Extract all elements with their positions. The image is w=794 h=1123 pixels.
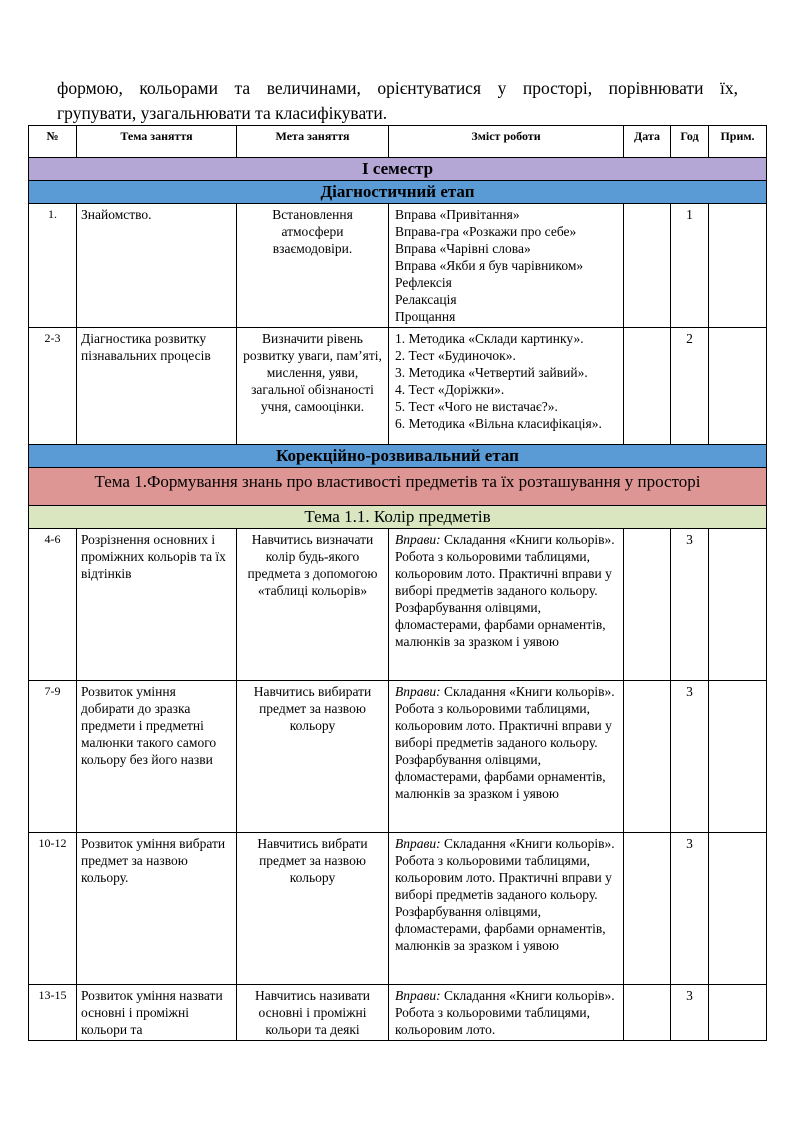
- semester-row: [29, 158, 767, 181]
- row-hours: 3: [671, 681, 709, 833]
- content-line: 6. Методика «Вільна класифікація».: [395, 416, 602, 431]
- row-topic: Розвиток уміння вибрати предмет за назвою кольору.: [77, 833, 237, 985]
- exercise-text: Складання «Книги кольорів». Робота з кольоровими таблицями, кольоровим лото. Практичні вправи у виборі предметів заданого кольору. Розфарбування олівцями, фломастерами, фарбами орнаментів, малюнків за зразком і уявою: [395, 836, 615, 953]
- table-row: [29, 328, 767, 445]
- correction-stage-row: [29, 445, 767, 468]
- subtheme-row: [29, 506, 767, 529]
- row-content: [389, 985, 624, 1041]
- theme-row: [29, 468, 767, 506]
- table-row: [29, 681, 767, 833]
- row-note: [709, 529, 767, 681]
- row-topic: Розвиток уміння добирати до зразка предмети і предметні малюнки такого самого кольору без його назви: [77, 681, 237, 833]
- row-hours: 3: [671, 529, 709, 681]
- table-row: [29, 529, 767, 681]
- header-goal: Мета заняття: [237, 126, 389, 158]
- row-date: [624, 204, 671, 328]
- row-content: [389, 204, 624, 328]
- row-goal: Встановлення атмосфери взаємодовіри.: [237, 204, 389, 328]
- intro-paragraph: [57, 76, 738, 126]
- row-goal: Навчитись називати основні і проміжні кольори та деякі: [237, 985, 389, 1041]
- diagnostic-stage-title: Діагностичний етап: [29, 181, 767, 204]
- exercise-label: Вправи:: [395, 684, 441, 699]
- row-note: [709, 985, 767, 1041]
- row-content: [389, 681, 624, 833]
- exercise-text: Складання «Книги кольорів». Робота з кольоровими таблицями, кольоровим лото. Практичні вправи у виборі предметів заданого кольору. Розфарбування олівцями, фломастерами, фарбами орнаментів, малюнків за зразком і уявою: [395, 684, 615, 801]
- row-content: [389, 328, 624, 445]
- exercise-label: Вправи:: [395, 836, 441, 851]
- content-line: 2. Тест «Будиночок».: [395, 348, 516, 363]
- exercise-label: Вправи:: [395, 988, 441, 1003]
- row-topic: Діагностика розвитку пізнавальних процесів: [77, 328, 237, 445]
- row-note: [709, 681, 767, 833]
- theme-1-1-title: Тема 1.1. Колір предметів: [29, 506, 767, 529]
- header-topic: Тема заняття: [77, 126, 237, 158]
- row-date: [624, 985, 671, 1041]
- header-num: №: [29, 126, 77, 158]
- header-content: Зміст роботи: [389, 126, 624, 158]
- row-number: 4-6: [29, 529, 77, 681]
- table-row: [29, 985, 767, 1041]
- intro-line-1: формою, кольорами та величинами, орієнтуватися у просторі, порівнювати їх,: [57, 78, 738, 98]
- lesson-plan-table: [28, 125, 767, 1041]
- row-date: [624, 833, 671, 985]
- table-row: [29, 833, 767, 985]
- row-note: [709, 204, 767, 328]
- content-line: Релаксація: [395, 292, 457, 307]
- exercise-label: Вправи:: [395, 532, 441, 547]
- content-line: Вправа «Привітання»: [395, 207, 520, 222]
- row-hours: 3: [671, 985, 709, 1041]
- row-date: [624, 529, 671, 681]
- row-number: 10-12: [29, 833, 77, 985]
- row-content: [389, 529, 624, 681]
- row-number: 7-9: [29, 681, 77, 833]
- row-topic: Розрізнення основних і проміжних кольорів та їх відтінків: [77, 529, 237, 681]
- header-date: Дата: [624, 126, 671, 158]
- content-line: Вправа-гра «Розкажи про себе»: [395, 224, 577, 239]
- row-number: 1.: [29, 204, 77, 328]
- intro-line-2: групувати, узагальнювати та класифікувати.: [57, 103, 388, 123]
- content-line: 3. Методика «Четвертий зайвий».: [395, 365, 588, 380]
- row-topic: Розвиток уміння назвати основні і проміжні кольори та: [77, 985, 237, 1041]
- exercise-text: Складання «Книги кольорів». Робота з кольоровими таблицями, кольоровим лото.: [395, 988, 615, 1037]
- header-hours: Год: [671, 126, 709, 158]
- row-note: [709, 328, 767, 445]
- row-hours: 2: [671, 328, 709, 445]
- row-hours: 1: [671, 204, 709, 328]
- content-line: Вправа «Якби я був чарівником»: [395, 258, 584, 273]
- content-line: 1. Методика «Склади картинку».: [395, 331, 584, 346]
- content-line: Вправа «Чарівні слова»: [395, 241, 531, 256]
- content-line: 5. Тест «Чого не вистачає?».: [395, 399, 558, 414]
- correction-stage-title: Корекційно-розвивальний етап: [29, 445, 767, 468]
- semester-title: І семестр: [29, 158, 767, 181]
- content-line: 4. Тест «Доріжки».: [395, 382, 505, 397]
- header-row: [29, 126, 767, 158]
- row-content: [389, 833, 624, 985]
- content-line: Рефлексія: [395, 275, 452, 290]
- row-note: [709, 833, 767, 985]
- theme-1-title: Тема 1.Формування знань про властивості предметів та їх розташування у просторі: [29, 468, 767, 506]
- header-note: Прим.: [709, 126, 767, 158]
- row-goal: Навчитись визначати колір будь-якого предмета з допомогою «таблиці кольорів»: [237, 529, 389, 681]
- table-row: [29, 204, 767, 328]
- row-hours: 3: [671, 833, 709, 985]
- row-number: 13-15: [29, 985, 77, 1041]
- diagnostic-stage-row: [29, 181, 767, 204]
- row-goal: Навчитись вибрати предмет за назвою кольору: [237, 833, 389, 985]
- row-date: [624, 681, 671, 833]
- row-goal: Визначити рівень розвитку уваги, пам’яті, мислення, уяви, загальної обізнаності учня, самооцінки.: [237, 328, 389, 445]
- content-line: Прощання: [395, 309, 456, 324]
- row-number: 2-3: [29, 328, 77, 445]
- row-topic: Знайомство.: [77, 204, 237, 328]
- row-date: [624, 328, 671, 445]
- row-goal: Навчитись вибирати предмет за назвою кольору: [237, 681, 389, 833]
- exercise-text: Складання «Книги кольорів». Робота з кольоровими таблицями, кольоровим лото. Практичні вправи у виборі предметів заданого кольору. Розфарбування олівцями, фломастерами, фарбами орнаментів, малюнків за зразком і уявою: [395, 532, 615, 649]
